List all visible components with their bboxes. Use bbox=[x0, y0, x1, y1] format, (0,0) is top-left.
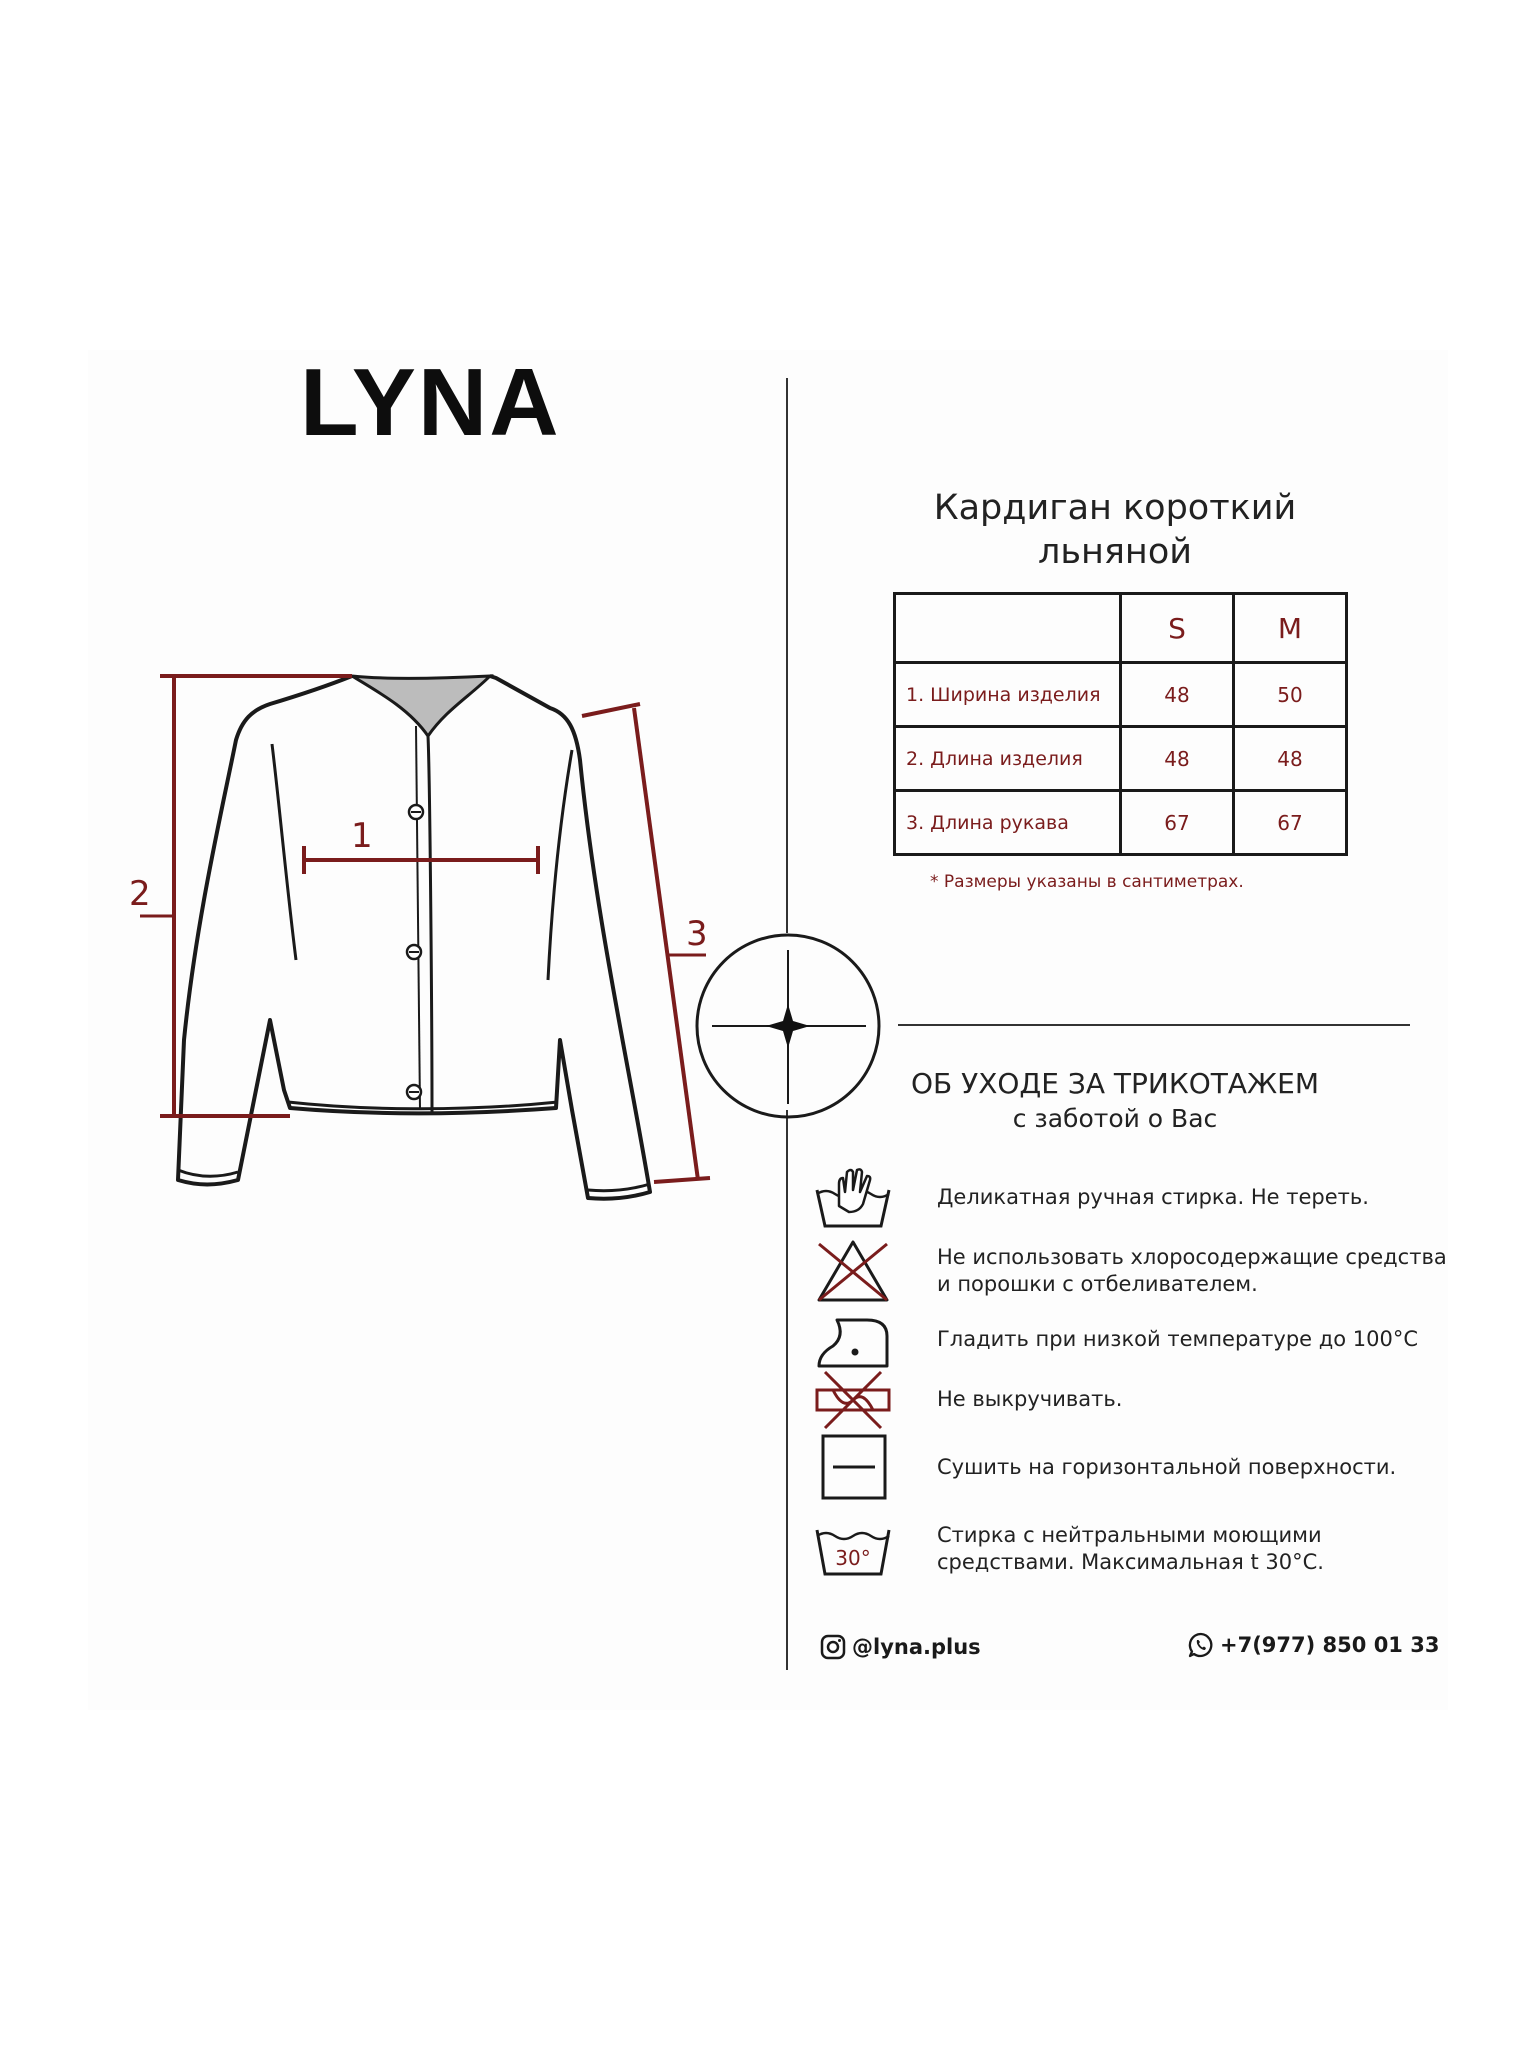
no-bleach-icon bbox=[815, 1238, 891, 1304]
care-item-no-wring bbox=[815, 1366, 1455, 1432]
hand-wash-icon bbox=[815, 1164, 891, 1230]
measurement-lines bbox=[120, 660, 740, 1220]
vertical-divider-bottom bbox=[786, 1110, 788, 1670]
instagram-icon bbox=[820, 1634, 846, 1660]
size-col-s: S bbox=[1121, 594, 1234, 663]
row-label-sleeve: 3. Длина рукава bbox=[895, 791, 1121, 855]
wash-30-icon bbox=[815, 1516, 891, 1582]
cell-sleeve-m: 67 bbox=[1234, 791, 1347, 855]
cell-length-s: 48 bbox=[1121, 727, 1234, 791]
size-col-m: M bbox=[1234, 594, 1347, 663]
table-row bbox=[895, 791, 1347, 855]
phone-contact[interactable] bbox=[1188, 1632, 1439, 1658]
care-item-no-bleach bbox=[815, 1238, 1455, 1304]
instagram-contact[interactable] bbox=[820, 1634, 981, 1660]
no-wring-icon bbox=[815, 1366, 891, 1432]
cell-sleeve-s: 67 bbox=[1121, 791, 1234, 855]
care-subtitle: с заботой о Вас bbox=[1012, 1104, 1218, 1133]
horizontal-divider bbox=[898, 1024, 1410, 1026]
care-text-hand-wash: Деликатная ручная стирка. Не тереть. bbox=[937, 1184, 1369, 1209]
phone-number: +7(977) 850 01 33 bbox=[1220, 1633, 1440, 1657]
instagram-handle: @lyna.plus bbox=[852, 1635, 981, 1659]
measure-label-width: 1 bbox=[351, 816, 373, 856]
vertical-divider-top bbox=[786, 378, 788, 933]
dry-flat-icon bbox=[815, 1434, 891, 1500]
size-table-header bbox=[895, 594, 1347, 663]
brand-logo: LYNA bbox=[300, 349, 561, 456]
care-item-hand-wash bbox=[815, 1164, 1455, 1230]
table-row bbox=[895, 663, 1347, 727]
care-item-dry-flat bbox=[815, 1434, 1455, 1500]
size-table-corner bbox=[895, 594, 1121, 663]
row-label-length: 2. Длина изделия bbox=[895, 727, 1121, 791]
size-note: * Размеры указаны в сантиметрах. bbox=[930, 872, 1244, 892]
whatsapp-icon bbox=[1188, 1632, 1214, 1658]
cell-length-m: 48 bbox=[1234, 727, 1347, 791]
size-table bbox=[893, 592, 1348, 856]
product-title: Кардиган короткий льняной bbox=[933, 488, 1297, 572]
care-text-iron: Гладить при низкой температуре до 100°С bbox=[937, 1326, 1419, 1351]
row-label-width: 1. Ширина изделия bbox=[895, 663, 1121, 727]
table-row bbox=[895, 727, 1347, 791]
cell-width-m: 50 bbox=[1234, 663, 1347, 727]
measure-label-sleeve: 3 bbox=[686, 914, 708, 954]
iron-low-icon bbox=[815, 1306, 891, 1372]
care-text-dry-flat: Сушить на горизонтальной поверхности. bbox=[937, 1454, 1397, 1479]
care-title: ОБ УХОДЕ ЗА ТРИКОТАЖЕМ bbox=[910, 1067, 1320, 1100]
care-text-wash-30: Стирка с нейтральными моющими средствами. Максимальная t 30°С. bbox=[937, 1523, 1324, 1574]
care-item-iron bbox=[815, 1306, 1455, 1372]
care-text-no-wring: Не выкручивать. bbox=[937, 1386, 1123, 1411]
care-item-wash-30 bbox=[815, 1516, 1455, 1582]
measure-label-length: 2 bbox=[129, 874, 151, 914]
care-text-no-bleach: Не использовать хлоросодержащие средства и порошки с отбеливателем. bbox=[937, 1245, 1447, 1296]
wash-temp-label: 30° bbox=[835, 1546, 871, 1570]
cell-width-s: 48 bbox=[1121, 663, 1234, 727]
